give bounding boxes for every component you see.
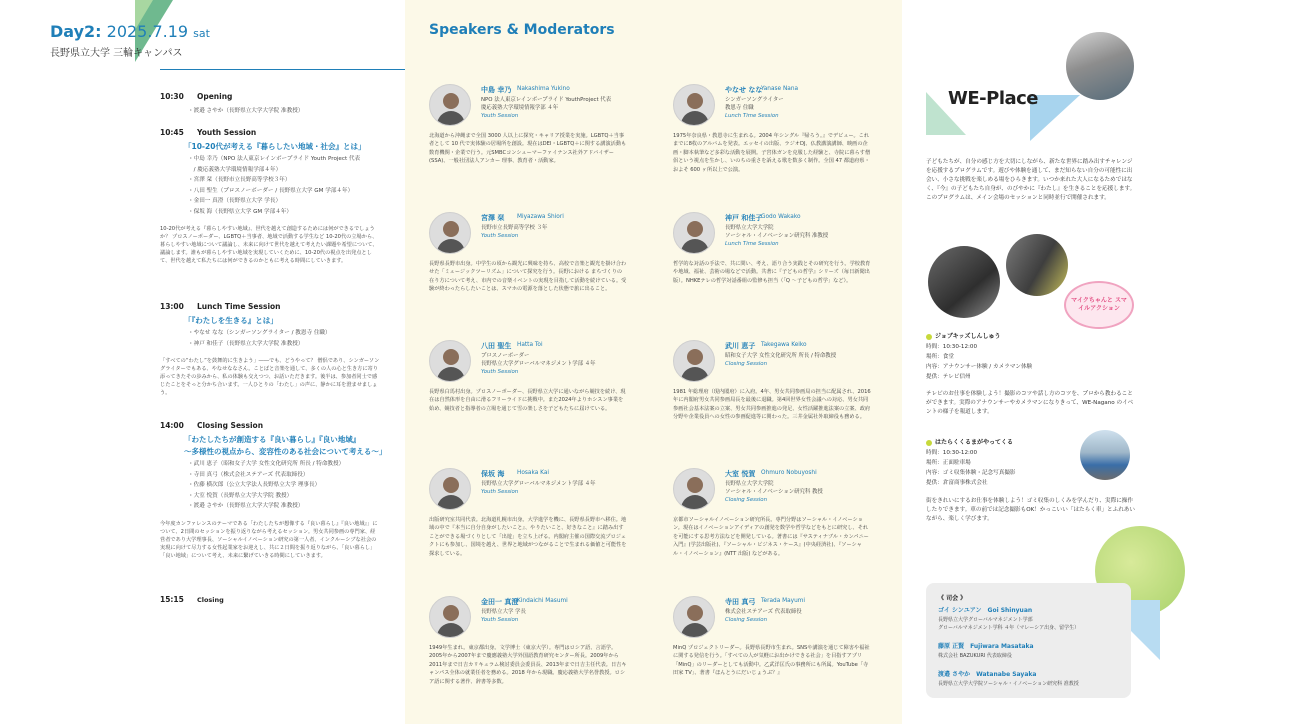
speaker-roman-name: Terada Mayumi bbox=[761, 598, 806, 604]
speaker-session: Lunch Time Session bbox=[725, 113, 779, 119]
smile-action-badge: マイクちゃんと スマイルアクション bbox=[1064, 281, 1134, 329]
mc-heading: 《 司会 》 bbox=[938, 595, 967, 602]
speaker-roman-name: Takegawa Keiko bbox=[761, 342, 807, 348]
speaker-photo bbox=[673, 84, 715, 126]
bullet-icon bbox=[926, 334, 932, 340]
speaker-bio: 長野県白馬村出身。プロスノーボーダー、長野県立大学に通いながら競技を続け、現在は自然体形を自由に滑るフリーライドに挑戦中。また2024年よりホシスン事業を始め、競技者と指導者の立場を通じて雪の楽しさを子どもたちに届けている。 bbox=[429, 389, 626, 412]
speaker-affiliation: 長野県立大学 学長 bbox=[481, 609, 526, 615]
event-photo-top bbox=[1066, 32, 1134, 100]
speaker-session: Closing Session bbox=[725, 361, 767, 367]
speaker-affiliation: シンガーソングライター bbox=[725, 97, 784, 103]
speaker-affiliation: 長野県立大学グローバルマネジメント学部 ４年 bbox=[481, 361, 596, 367]
mc-person-aff: 株式会社 BAZUKURI 代表取締役 bbox=[938, 653, 1012, 659]
speaker-photo bbox=[429, 596, 471, 638]
speaker-name: 保坂 海 bbox=[481, 470, 505, 478]
mc-person-aff: 長野県立大学大学院ソーシャル・イノベーション研究科 准教授 bbox=[938, 681, 1079, 687]
speaker-affiliation: プロスノーボーダー bbox=[481, 353, 530, 359]
mc-person-name: 藤原 正賢 Fujiwara Masataka bbox=[938, 643, 1034, 650]
program2-desc: 街をきれいにするお仕事を体験しよう！ゴミ収集のしくみを学んだり、実際に操作したりできます。車の前では記念撮影もOK！かっこいい「はたらく車」とふれあいながら、楽しく学びます。 bbox=[926, 498, 1135, 522]
speaker-session: Youth Session bbox=[481, 233, 519, 239]
speaker-name: 宮澤 栞 bbox=[481, 214, 505, 222]
speaker-session: Youth Session bbox=[481, 369, 519, 375]
speaker-affiliation: ソーシャル・イノベーション研究科 教授 bbox=[725, 489, 823, 495]
speaker-photo bbox=[429, 468, 471, 510]
speaker-roman-name: Nakashima Yukino bbox=[517, 86, 570, 92]
speaker-roman-name: Ohmuro Nobuyoshi bbox=[761, 470, 817, 476]
speaker-bio: 京都市ソーシャルイノベーション研究所長。専門分野はソーシャル・イノベーション。現在はイノベーションアイディアの創発を数学や哲学などをもとに研究し、それを可能にする思考方法などを開発している。著書には『サスティナブル・カンパニー入門』(学芸出版社)、『ソーシャル・ビジネス・ケース』(中央経済社)、『ソーシャル・イノベーション』(NTT 出版) などがある。 bbox=[673, 517, 869, 557]
speaker-session: Youth Session bbox=[481, 617, 519, 623]
speaker-bio: 長野県長野市出身。中学生の頃から観光に興味を持ち、高校で音楽と観光を掛け合わせた「ミュージックツーリズム」について探究を行う。長野における まちづくりの在り方について考え、市内での音楽イベントの実現を目指して活動を続けている。受験が終わったらしたいことは、スマホの電源を落とした状態で旅に出ること。 bbox=[429, 261, 627, 293]
speaker-affiliation: 長野市立長野高等学校 ３年 bbox=[481, 225, 548, 231]
program1-desc: テレビのお仕事を体験しよう！撮影のコツや話し方のコツを、プロから教わることができます。実際のアナウンサーやカメラマンになりきって、WE-Nagano のイベントの様子を報道します。 bbox=[926, 391, 1134, 415]
speaker-photo bbox=[673, 468, 715, 510]
speaker-affiliation: NPO 法人東京レインボープライド YouthProject 代表 bbox=[481, 97, 612, 103]
speaker-photo bbox=[673, 340, 715, 382]
speaker-photo bbox=[429, 340, 471, 382]
schedule-closing-session: 14:00 Closing Session 「わたしたちが創造する『良い暮らし』『良い地域』 ～多様性の視点から、変容性のある社会について考える～」 ・武川 恵子（昭和女子大学 女性文化研究所 所長 / 特命教授） ・寺田 真弓（株式会社ステアーズ 代表取締役） ・佐藤 横次郎（公立大学法人長野県立大学 理事長） ・大室 悦賀（長野県立大学大学院 教授） ・渡邉 さやか（長野県立大学大学院 准教授） 今年度カンファレンスのテーマである「わたしたちが想像する『良い暮らし』『良い地域』」について、2日間のセッションを振り返りながら考えるセッション。男女共同参画の専門家、経営者であり大学理事長、ソーシャルイノベーション研究の第一人者、インクルーシブな社会の実現に向けて尽力する女性起業家をお迎えし、共に２日間を振り返りながら、「良い暮らし」「良い地域」について考え、未来に繋げていきる時間にしていきます。 bbox=[160, 421, 387, 559]
speaker-roman-name: Yanase Nana bbox=[761, 86, 799, 92]
mc-person-name: 渡邉 さやか Watanabe Sayaka bbox=[938, 671, 1037, 678]
program2-title: はたらくくるまがやってくる bbox=[926, 437, 1013, 446]
speaker-session: Youth Session bbox=[481, 489, 519, 495]
speakers-heading: Speakers & Moderators bbox=[429, 22, 615, 38]
mc-person-name: ゴイ シンユアン Goi Shinyuan bbox=[938, 607, 1033, 614]
speaker-roman-name: Hatta Toi bbox=[517, 342, 543, 348]
speaker-session: Closing Session bbox=[725, 497, 767, 503]
tv-photo-2 bbox=[1006, 234, 1068, 296]
speaker-bio: 出版研究室共同代表。北海道札幌市出身。大学進学を機に、長野県長野市へ移住。地域の中で『本当に自分自身がしたいこと』、やりたいこと、好きなこと』に踏み出すことができる場づくりとして「出遊」を立ち上げる。内閣府主催の国際交流プロジェクトにも参加し、国境を越え、世界と地域がつながることで生まれる価値と可能性を探求している。 bbox=[429, 517, 627, 557]
bullet-icon bbox=[926, 440, 932, 446]
speaker-name: 金田一 真澄 bbox=[481, 598, 519, 606]
speaker-bio: 北海道から沖縄まで全国 3000 人以上に探究・キャリア授業を実施。LGBTQ＋当事者として 10 代で実体験の居場所を創設。現在はDEI・LGBTQ＋に関する講演活動も数育機関・企業で行う。元SMBCコンシューマーファイナンス社外アドバイザー(SSA)、一般社団法人アンカー 理事、教育者・活動家。 bbox=[429, 133, 627, 165]
speaker-photo bbox=[673, 212, 715, 254]
speaker-name: やなせ なな bbox=[725, 86, 763, 94]
speaker-name: 神戸 和佳子 bbox=[725, 214, 763, 222]
speaker-bio: 哲学的な対話の手法で、共に問い、考え、語り合う実践とその研究を行う。学校教育や地域、福祉、芸術の場などで活動。共著に『子どもの哲学』シリーズ（毎日新聞出版）。NHKEテレの哲学対話番組の監修も担当（「Q ～子どもの哲学」など）。 bbox=[673, 261, 871, 284]
speaker-roman-name: Miyazawa Shiori bbox=[517, 214, 564, 220]
we-place-intro: 子どもたちが、自分の感じ方を大切にしながら、新たな世界に踏み出すチャレンジを応援するプログラムです。遊びや体験を通して、まだ知らない自分の可能性に出会い、小さな挑戦を楽しめる場をひらきます。いつか来れた大人になるためではなく、『今』の子どもたち自身が、のびやかに『わたし』を生きることを応援します。このプログラムは、メイン会場のセッションと同時並行で開催されます。 bbox=[926, 159, 1136, 201]
truck-photo bbox=[1080, 430, 1130, 480]
schedule-closing: 15:15 Closing bbox=[160, 595, 224, 604]
speaker-affiliation: 教恩寺 住職 bbox=[725, 105, 754, 111]
speaker-affiliation: 長野県立大学大学院 bbox=[725, 225, 774, 231]
speaker-name: 中島 幸乃 bbox=[481, 86, 512, 94]
program1-title: ジョブキッズしんしゅう bbox=[926, 331, 1001, 340]
speaker-affiliation: 長野県立大学大学院 bbox=[725, 481, 774, 487]
schedule-lunch: 13:00 Lunch Time Session 「『わたしを生きる』とは」 ・やなせ なな（シンガーソングライター / 教恩寺 住職） ・神戸 和佳子（長野県立大学大学院 准教授） 「すべての“わたし”を鼓舞的に生きよう」――でも、どうやって？ 僧侶であり、シンガーソングライターでもある、やなせななさん。ことばと音楽を通して、多くの人の心と生き方に寄り添ってきたその歩みから、私の体験も交えつつ、お話いただきます。後半は、参加者同士で感じたことをそっと分かち合います。一人ひとりの「わたし」の声に、静かに耳を澄ませましょう。 bbox=[160, 302, 380, 396]
schedule-youth: 10:45 Youth Session 「10-20代が考える『暮らしたい地域・社会』とは」 ・中島 幸乃（NPO 法人東京レインボープライド Youth Project 代表 / 慶応義塾大学環境情報学部４年） ・宮澤 栞（長野市立長野高等学校３年） ・八田 聖生（プロスノーボーダー / 長野県立大学 GM 学部４年） ・金田一 真澄（長野県立大学 学長） ・保坂 海（長野県立大学 GM 学部４年） 10-20代が考える『暮らしやすい地域』、世代を越えて創造するためには何ができるでしょうか？ プロスノーボーダー、LGBTQ＋当事者、地域で活動する学生など 10-20代の立場から、暮らしやすい地域について議論し、未来に向けて世代を越えて考えたい課題や希望について、議論します。誰もが暮らしやすい地域を実現していくために、10-20代の視点を出発点として、世代を越えて私たちには何ができるのかともに考える時間にしていきます。 bbox=[160, 128, 378, 264]
speaker-roman-name: Kindaichi Masumi bbox=[517, 598, 568, 604]
speaker-affiliation: 株式会社ステアーズ 代表取締役 bbox=[725, 609, 802, 615]
speaker-session: Closing Session bbox=[725, 617, 767, 623]
speaker-bio: 1975年奈良県・教恩寺に生まれる。2004 年シングル『帰ろう。』でデビュー。これまでに8枚のアルバムを発表。エッセイの出版、ラジオDJ、仏教講演講師、映画の企画・脚本執筆など多彩な活動を展開。子宮体ガンを克服した経験と、寺院に暮らす僧侶という視点を生かし、いのちの重さを訴える歌を数多く制作。全国 47 都道府県・およそ 600 ヶ所以上で公演。 bbox=[673, 133, 871, 173]
we-place-logo: WE-Place bbox=[948, 88, 1039, 109]
speaker-name: 八田 聖生 bbox=[481, 342, 512, 350]
speaker-bio: 1949年生まれ。東京都出身。文学博士（東京大学）。専門はロシア語、言語学。2005年から2007年まで慶應義塾大学外国語教育研究センター所長。2009年から2011年まで日吉カリキュラム検討委員会委員長、2013年まで日吉主任代表。日吉キャンパス全体の就業任者を務める。2018 年から現職。慶応義塾大学名誉教授。ロシア語に関する著作、辞書等多数。 bbox=[429, 645, 627, 685]
day-title: Day2: 2025.7.19 sat bbox=[50, 22, 210, 41]
program2-details: 時間：10:30-12:00 場所：正面駐車場 内容：ゴミ収集体験・記念写真撮影 提供：倉富商事株式会社 bbox=[926, 450, 1016, 486]
program1-details: 時間：10:30-12:00 場所：食堂 内容：アナウンサー体験 / カメラマン体験 提供：テレビ信州 bbox=[926, 344, 1033, 380]
speaker-photo bbox=[429, 84, 471, 126]
speaker-bio: 1981 年総理府（現内閣府）に入府。4年、男女共同参画局の担当に配属され、2016年に内閣府男女共同参画局長を最後に退職。第4回世界女性会議への対応、男女共同参画社会基本法案の立案、男女共同参画推進の発足、女性活躍推進法案の立案、政府分野や企業役員への女性の参画促進等に関わった。三井金属社外取締役も務める。 bbox=[673, 389, 871, 421]
speaker-bio: MinQ プロジェクトリーダー。長野県長野市生まれ。SNSや講演を通じて障害や福祉に関する発信を行う。「すべての人が気軽にお出かけできる社会」を目指すアプリ「MinQ」のリーダーとしても活動中。乙武洋匡氏の事務所にも所属。YouTube「寺田家 TV」、著書『ほんとうにだいじょうぶ？』 bbox=[673, 645, 870, 677]
speaker-roman-name: Godo Wakako bbox=[761, 214, 801, 220]
mc-person-aff: 長野県立大学グローバルマネジメント学部 bbox=[938, 617, 1033, 623]
speaker-session: Youth Session bbox=[481, 113, 519, 119]
speaker-name: 大室 悦賀 bbox=[725, 470, 756, 478]
tv-photo-1 bbox=[928, 246, 1000, 318]
schedule-opening: 10:30 Opening ・渡邉 さやか（長野県立大学大学院 准教授） bbox=[160, 92, 304, 114]
speaker-photo bbox=[429, 212, 471, 254]
speaker-affiliation: 昭和女子大学 女性文化研究所 所長 / 特命教授 bbox=[725, 353, 837, 359]
speaker-name: 寺田 真弓 bbox=[725, 598, 756, 606]
speaker-roman-name: Hosaka Kai bbox=[517, 470, 549, 476]
speakers-column bbox=[405, 0, 902, 724]
speaker-session: Lunch Time Session bbox=[725, 241, 779, 247]
speaker-photo bbox=[673, 596, 715, 638]
venue: 長野県立大学 三輪キャンパス bbox=[50, 48, 183, 59]
speaker-affiliation: ソーシャル・イノベーション研究科 准教授 bbox=[725, 233, 829, 239]
speaker-affiliation: 長野県立大学グローバルマネジメント学部 ４年 bbox=[481, 481, 596, 487]
speaker-affiliation: 慶応義塾大学環境情報学部 ４年 bbox=[481, 105, 559, 111]
mc-person-aff: グローバルマネジメント学科 ４年（マレーシア出身、留学生） bbox=[938, 625, 1080, 631]
speaker-name: 武川 恵子 bbox=[725, 342, 756, 350]
